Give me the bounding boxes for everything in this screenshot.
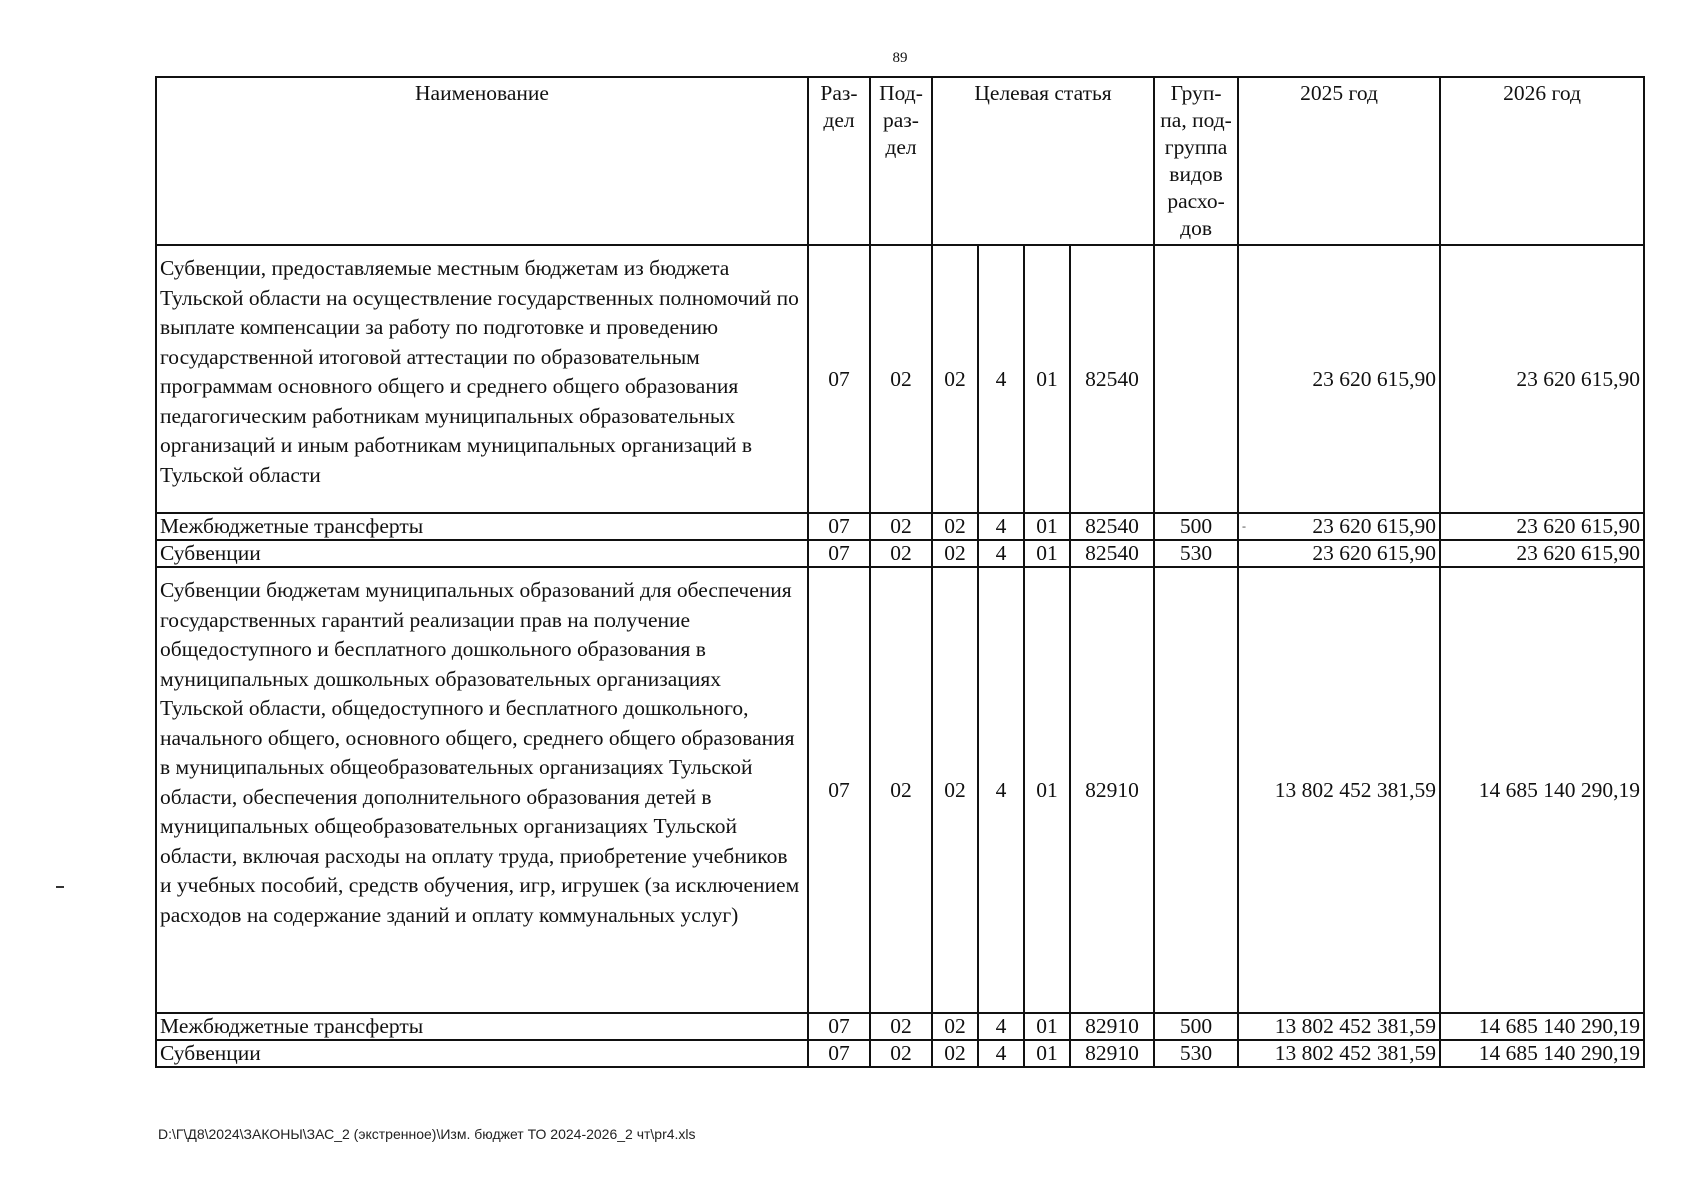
row-name: Межбюджетные трансферты	[156, 1013, 808, 1040]
cell-section: 07	[808, 1013, 870, 1040]
cell-subsection: 02	[870, 245, 932, 513]
cell-amount-2025: 13 802 452 381,59	[1238, 1040, 1440, 1067]
row-name: Субвенции бюджетам муниципальных образований для обеспечения государственных гарантий реализации прав на получение общедоступного и бесплатного дошкольного образования в муниципальных дошкольных образовательных организациях Тульской области, общедоступного и бесплатного дошкольного, начального общего, основного общего, среднего общего образования в муниципальных общеобразовательных организациях Тульской области, обеспечения дополнительного образования детей в муниципальных общеобразовательных организациях Тульской области, включая расходы на оплату труда, приобретение учебников и учебных пособий, средств обучения, игр, игрушек (за исключением расходов на содержание зданий и оплату коммунальных услуг)	[156, 567, 808, 1013]
margin-mark	[56, 886, 64, 888]
cell-target-program: 02	[932, 513, 978, 540]
cell-target-subprogram: 01	[1024, 1013, 1070, 1040]
cell-target-code: 82910	[1070, 1013, 1154, 1040]
cell-subsection: 02	[870, 1013, 932, 1040]
cell-subsection: 02	[870, 513, 932, 540]
header-expense-group	[1154, 77, 1238, 245]
row-name: Субвенции	[156, 1040, 808, 1067]
cell-expense-group: 500	[1154, 513, 1238, 540]
cell-amount-2025: 23 620 615,90	[1238, 245, 1440, 513]
stray-dash-mark: -	[1242, 519, 1247, 533]
cell-expense-group: 500	[1154, 1013, 1238, 1040]
header-year-2025: 2025 год	[1238, 77, 1440, 245]
cell-target-code: 82540	[1070, 245, 1154, 513]
table-row	[156, 245, 1644, 513]
header-subsection-text: Под- раз- дел	[879, 81, 923, 159]
table-row	[156, 1013, 1644, 1040]
budget-table	[155, 76, 1645, 1068]
cell-target-code: 82540	[1070, 513, 1154, 540]
cell-target-type: 4	[978, 1013, 1024, 1040]
row-name: Субвенции	[156, 540, 808, 567]
cell-amount-2025: 13 802 452 381,59	[1238, 567, 1440, 1013]
cell-target-type: 4	[978, 567, 1024, 1013]
cell-target-subprogram: 01	[1024, 567, 1070, 1013]
row-name: Межбюджетные трансферты	[156, 513, 808, 540]
cell-target-subprogram: 01	[1024, 540, 1070, 567]
cell-amount-2026: 23 620 615,90	[1440, 513, 1644, 540]
table-row	[156, 513, 1644, 540]
table-row	[156, 567, 1644, 1013]
header-expense-group-text: Груп- па, под- группа видов расхо- дов	[1160, 81, 1232, 240]
cell-amount-2026: 14 685 140 290,19	[1440, 1013, 1644, 1040]
cell-target-program: 02	[932, 540, 978, 567]
cell-amount-2026: 23 620 615,90	[1440, 245, 1644, 513]
cell-section: 07	[808, 1040, 870, 1067]
cell-target-type: 4	[978, 540, 1024, 567]
footer-file-path: D:\Г\Д8\2024\ЗАКОНЫ\ЗАС_2 (экстренное)\Изм. бюджет ТО 2024-2026_2 чт\pr4.xls	[158, 1126, 696, 1142]
cell-section: 07	[808, 513, 870, 540]
cell-amount-2025: 13 802 452 381,59	[1238, 1013, 1440, 1040]
cell-amount-2025	[1238, 513, 1440, 540]
cell-expense-group: 530	[1154, 1040, 1238, 1067]
cell-expense-group: 530	[1154, 540, 1238, 567]
cell-section: 07	[808, 540, 870, 567]
cell-section: 07	[808, 567, 870, 1013]
cell-target-code: 82910	[1070, 1040, 1154, 1067]
cell-target-subprogram: 01	[1024, 1040, 1070, 1067]
cell-target-program: 02	[932, 1040, 978, 1067]
table-row	[156, 1040, 1644, 1067]
header-target-article: Целевая статья	[932, 77, 1154, 245]
header-subsection	[870, 77, 932, 245]
cell-target-type: 4	[978, 513, 1024, 540]
cell-expense-group	[1154, 567, 1238, 1013]
cell-subsection: 02	[870, 567, 932, 1013]
cell-section: 07	[808, 245, 870, 513]
cell-target-type: 4	[978, 245, 1024, 513]
cell-target-code: 82540	[1070, 540, 1154, 567]
table-row	[156, 540, 1644, 567]
row-name: Субвенции, предоставляемые местным бюджетам из бюджета Тульской области на осуществление государственных полномочий по выплате компенсации за работу по подготовке и проведению государственной итоговой аттестации по образовательным программам основного общего и среднего общего образования педагогическим работникам муниципальных образовательных организаций и иным работникам муниципальных организаций в Тульской области	[156, 245, 808, 513]
cell-subsection: 02	[870, 540, 932, 567]
cell-target-program: 02	[932, 1013, 978, 1040]
table-header-row	[156, 77, 1644, 245]
cell-target-program: 02	[932, 567, 978, 1013]
header-year-2026: 2026 год	[1440, 77, 1644, 245]
cell-amount-2025-value: 23 620 615,90	[1312, 514, 1437, 538]
cell-amount-2026: 14 685 140 290,19	[1440, 567, 1644, 1013]
header-name: Наименование	[156, 77, 808, 245]
cell-amount-2026: 23 620 615,90	[1440, 540, 1644, 567]
cell-amount-2025: 23 620 615,90	[1238, 540, 1440, 567]
cell-expense-group	[1154, 245, 1238, 513]
cell-target-type: 4	[978, 1040, 1024, 1067]
cell-target-subprogram: 01	[1024, 245, 1070, 513]
cell-target-code: 82910	[1070, 567, 1154, 1013]
header-section-text: Раз- дел	[820, 81, 858, 132]
cell-target-program: 02	[932, 245, 978, 513]
cell-subsection: 02	[870, 1040, 932, 1067]
cell-target-subprogram: 01	[1024, 513, 1070, 540]
header-section	[808, 77, 870, 245]
page-number: 89	[892, 50, 908, 66]
cell-amount-2026: 14 685 140 290,19	[1440, 1040, 1644, 1067]
